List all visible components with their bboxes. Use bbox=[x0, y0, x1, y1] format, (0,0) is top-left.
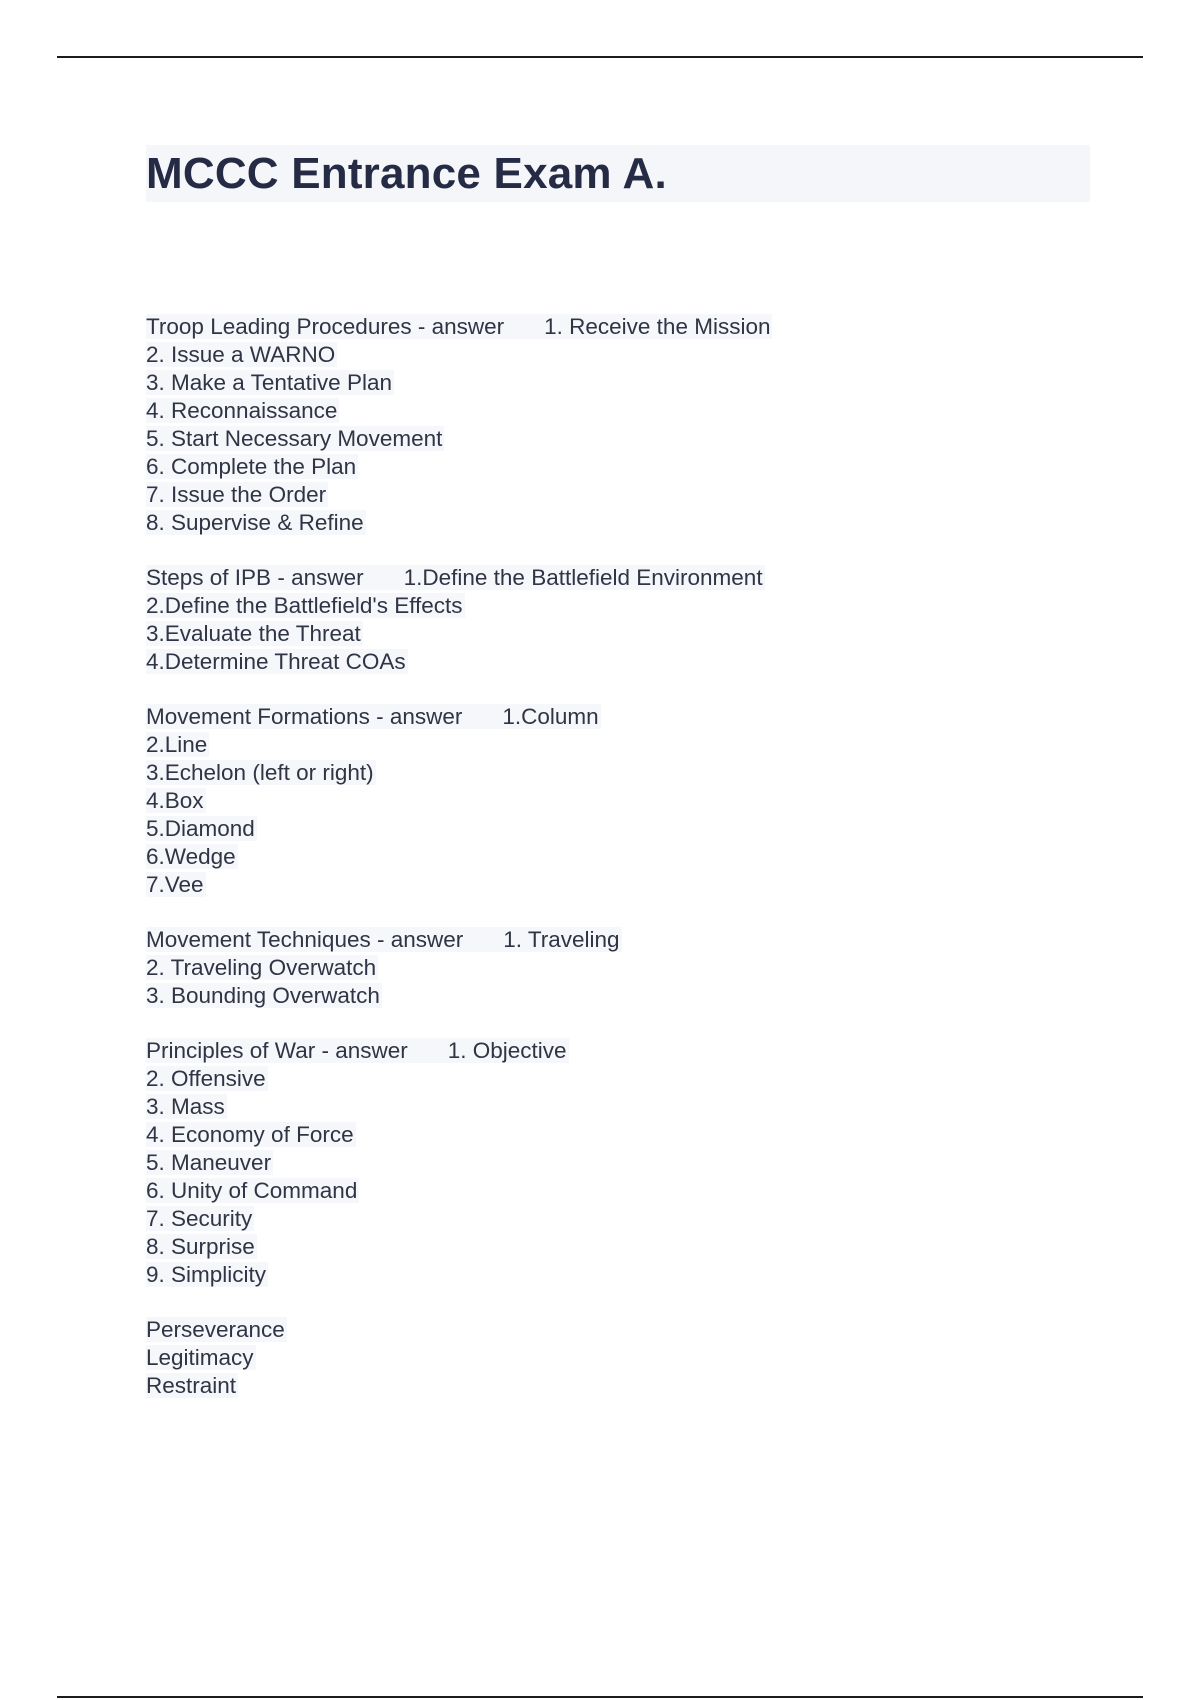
qa-item bbox=[146, 1316, 1046, 1400]
document-title: MCCC Entrance Exam A. bbox=[146, 149, 667, 198]
qa-answer-line: 5. Start Necessary Movement bbox=[146, 426, 443, 451]
qa-answer-line: 3. Bounding Overwatch bbox=[146, 983, 380, 1008]
qa-answer-line: 3.Echelon (left or right) bbox=[146, 760, 374, 785]
document-body bbox=[146, 313, 1046, 1427]
qa-answer-line: 8. Surprise bbox=[146, 1234, 255, 1259]
qa-answer-line: Legitimacy bbox=[146, 1345, 254, 1370]
qa-item bbox=[146, 926, 1046, 1010]
qa-answer-line: 4.Box bbox=[146, 788, 204, 813]
qa-term: Movement Formations - answer bbox=[146, 704, 463, 729]
qa-first-line bbox=[146, 926, 1046, 954]
qa-answer-line: 4.Determine Threat COAs bbox=[146, 649, 406, 674]
qa-answer-line: 3. Mass bbox=[146, 1094, 225, 1119]
qa-answer-line: 6. Unity of Command bbox=[146, 1178, 358, 1203]
qa-item bbox=[146, 313, 1046, 537]
qa-first-line bbox=[146, 564, 1046, 592]
qa-answer-line: Perseverance bbox=[146, 1317, 285, 1342]
qa-answer-line: 2.Line bbox=[146, 732, 208, 757]
qa-term: Troop Leading Procedures - answer bbox=[146, 314, 505, 339]
qa-answer: 1. Receive the Mission bbox=[544, 314, 771, 339]
qa-answer-line: 3.Evaluate the Threat bbox=[146, 621, 361, 646]
qa-term: Movement Techniques - answer bbox=[146, 927, 464, 952]
qa-first-line bbox=[146, 1037, 1046, 1065]
qa-item bbox=[146, 564, 1046, 676]
qa-answer-line: 2. Traveling Overwatch bbox=[146, 955, 377, 980]
qa-answer-line: 7. Issue the Order bbox=[146, 482, 327, 507]
qa-answer-line: 7.Vee bbox=[146, 872, 204, 897]
qa-answer-line: 9. Simplicity bbox=[146, 1262, 267, 1287]
qa-answer-line: 5.Diamond bbox=[146, 816, 255, 841]
qa-first-line bbox=[146, 703, 1046, 731]
qa-first-line bbox=[146, 313, 1046, 341]
qa-item bbox=[146, 1037, 1046, 1289]
qa-term: Principles of War - answer bbox=[146, 1038, 408, 1063]
qa-answer: 1. Objective bbox=[447, 1038, 567, 1063]
qa-answer-line: 4. Economy of Force bbox=[146, 1122, 354, 1147]
qa-answer-line: 2.Define the Battlefield's Effects bbox=[146, 593, 463, 618]
qa-answer-line: 6. Complete the Plan bbox=[146, 454, 357, 479]
qa-answer-line: 2. Offensive bbox=[146, 1066, 266, 1091]
qa-answer-line: 6.Wedge bbox=[146, 844, 236, 869]
qa-answer-line: Restraint bbox=[146, 1373, 237, 1398]
bottom-page-rule bbox=[57, 1696, 1143, 1698]
qa-answer-line: 7. Security bbox=[146, 1206, 253, 1231]
qa-answer-line: 2. Issue a WARNO bbox=[146, 342, 336, 367]
qa-answer-line: 3. Make a Tentative Plan bbox=[146, 370, 392, 395]
qa-answer-line: 8. Supervise & Refine bbox=[146, 510, 364, 535]
qa-item bbox=[146, 703, 1046, 899]
qa-answer: 1.Define the Battlefield Environment bbox=[403, 565, 763, 590]
qa-answer-line: 5. Maneuver bbox=[146, 1150, 272, 1175]
qa-term: Steps of IPB - answer bbox=[146, 565, 364, 590]
qa-answer: 1. Traveling bbox=[503, 927, 620, 952]
qa-answer: 1.Column bbox=[502, 704, 599, 729]
qa-answer-line: 4. Reconnaissance bbox=[146, 398, 338, 423]
top-page-rule bbox=[57, 56, 1143, 58]
